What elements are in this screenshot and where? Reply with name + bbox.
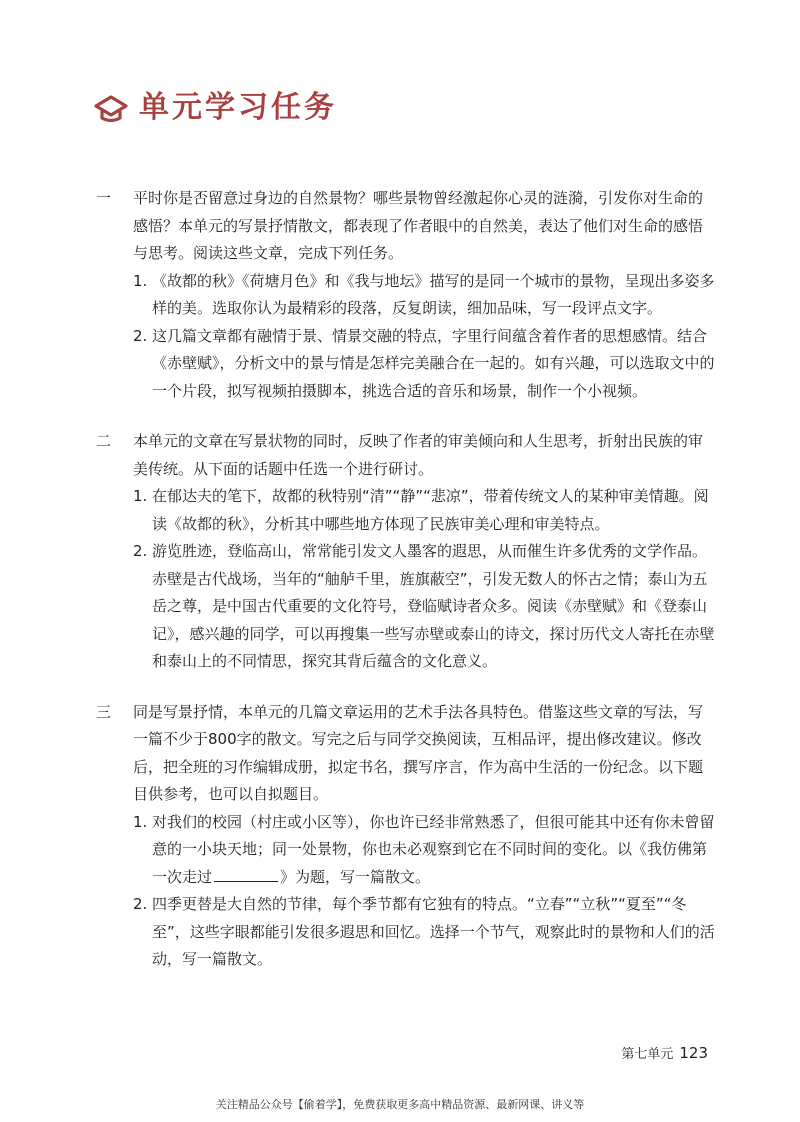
unit-label: 第七单元 (621, 1047, 674, 1062)
task-text (152, 809, 716, 892)
task-item (96, 483, 716, 538)
page-footer (621, 1043, 708, 1062)
section-numeral: 三 (96, 702, 112, 721)
task-section-2 (96, 428, 716, 676)
section-intro: 平时你是否留意过身边的自然景物？哪些景物曾经激起你心灵的涟漪，引发你对生命的感悟？本单元的写景抒情散文，都表现了作者眼中的自然美，表达了他们对生命的感悟与思考。阅读这些文章，完成下列任务。 (133, 189, 704, 262)
task-item (96, 809, 716, 892)
task-number: 1. (133, 812, 148, 831)
task-section-1 (96, 185, 716, 405)
task-item (96, 891, 716, 974)
task-number: 2. (133, 542, 148, 560)
section-numeral: 二 (96, 432, 112, 450)
fill-in-blank (214, 865, 278, 882)
task-section-3 (96, 699, 716, 974)
footer-note: 关注精品公众号【偷着学】，免费获取更多高中精品资源、最新网课、讲义等 (215, 1098, 585, 1111)
task-item (96, 538, 716, 676)
task-text-before-blank: 对我们的校园（村庄或小区等），你也许已经非常熟悉了，但很可能其中还有你未曾留意的一小块天地；同一处景物，你也未必观察到它在不同时间的变化。以《我仿佛第一次走过 (152, 812, 715, 886)
task-text: 游览胜迹，登临高山，常常能引发文人墨客的遐思，从而催生许多优秀的文学作品。赤壁是古代战场，当年的“舳舻千里，旌旗蔽空”，引发无数人的怀古之情；泰山为五岳之尊，是中国古代重要的文化符号，登临赋诗者众多。阅读《赤壁赋》和《登泰山记》，感兴趣的同学，可以再搜集一些写赤壁或泰山的诗文，探讨历代文人寄托在赤壁和泰山上的不同情思，探究其背后蕴含的文化意义。 (152, 542, 715, 670)
page-number: 123 (679, 1044, 708, 1062)
task-text-after-blank: 》为题，写一篇散文。 (280, 867, 431, 886)
graduation-cap-icon (93, 90, 129, 126)
section-intro: 本单元的文章在写景状物的同时，反映了作者的审美倾向和人生思考，折射出民族的审美传统。从下面的话题中任选一个进行研讨。 (133, 432, 704, 478)
task-item (96, 268, 716, 323)
task-text: 这几篇文章都有融情于景、情景交融的特点，字里行间蕴含着作者的思想感情。结合《赤壁赋》，分析文中的景与情是怎样完美融合在一起的。如有兴趣，可以选取文中的一个片段，拟写视频拍摄脚本，挑选合适的音乐和场景，制作一个小视频。 (152, 326, 715, 400)
page-title: 单元学习任务 (139, 90, 337, 125)
task-list (96, 185, 716, 997)
task-number: 2. (133, 895, 148, 913)
task-number: 2. (133, 326, 148, 345)
section-numeral: 一 (96, 189, 112, 207)
section-intro: 同是写景抒情，本单元的几篇文章运用的艺术手法各具特色。借鉴这些文章的写法，写一篇不少于800字的散文。写完之后与同学交换阅读，互相品评，提出修改建议。修改后，把全班的习作编辑成册，拟定书名，撰写序言，作为高中生活的一份纪念。以下题目供参考，也可以自拟题目。 (133, 702, 704, 803)
task-number: 1. (133, 271, 148, 290)
task-text: 四季更替是大自然的节律，每个季节都有它独有的特点。“立春”“立秋”“夏至”“冬至”，这些字眼都能引发很多遐思和回忆。选择一个节气，观察此时的景物和人们的活动，写一篇散文。 (152, 895, 715, 968)
task-text: 《故都的秋》《荷塘月色》和《我与地坛》描写的是同一个城市的景物，呈现出多姿多样的美。选取你认为最精彩的段落，反复朗读，细加品味，写一段评点文字。 (152, 271, 715, 317)
unit-header (93, 86, 337, 130)
task-text: 在郁达夫的笔下，故都的秋特别“清”“静”“悲凉”，带着传统文人的某种审美情趣。阅读《故都的秋》，分析其中哪些地方体现了民族审美心理和审美特点。 (152, 487, 709, 533)
task-number: 1. (133, 487, 148, 505)
task-item (96, 323, 716, 406)
